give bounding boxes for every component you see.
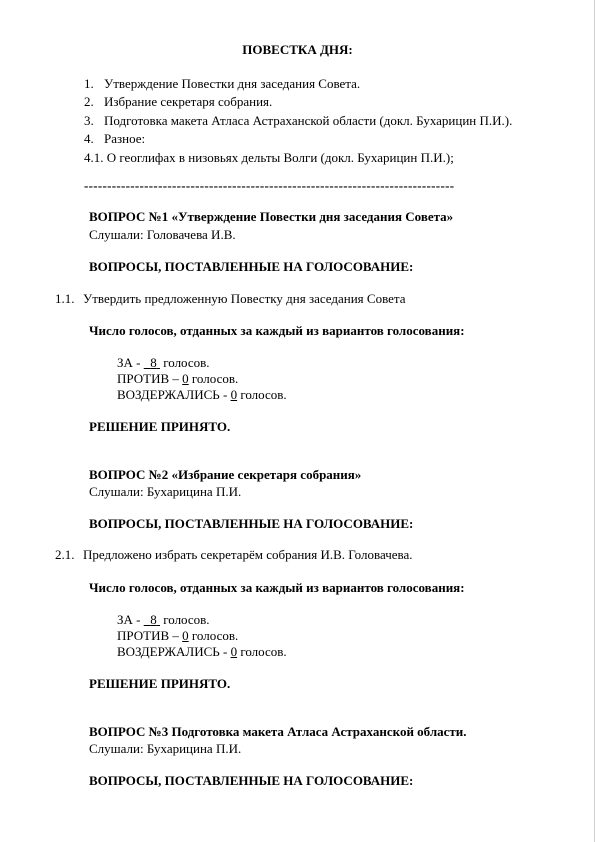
vote-abstain-label: ВОЗДЕРЖАЛИСЬ -: [117, 644, 228, 659]
q1-vote-abstain: [117, 387, 287, 403]
q2-item-text: Предложено избрать секретарём собрания И.В. Головачева.: [83, 547, 413, 562]
q3-heard: Слушали: Бухарицина П.И.: [89, 741, 242, 756]
vote-abstain-unit: голосов.: [240, 387, 287, 402]
q1-heard: Слушали: Головачева И.В.: [89, 227, 236, 242]
q2-item-num: 2.1.: [55, 547, 75, 562]
q2-decision: РЕШЕНИЕ ПРИНЯТО.: [89, 676, 231, 691]
q3-vote-heading: ВОПРОСЫ, ПОСТАВЛЕННЫЕ НА ГОЛОСОВАНИЕ:: [89, 773, 414, 788]
vote-against-unit: голосов.: [191, 628, 239, 643]
agenda-item-num: 3.: [84, 113, 94, 128]
q1-heading: ВОПРОС №1 «Утверждение Повестки дня заседания Совета»: [89, 209, 454, 224]
agenda-item-text: Подготовка макета Атласа Астраханской области (докл. Бухарицин П.И.).: [104, 113, 513, 128]
vote-against-value: 0: [182, 371, 189, 386]
q2-vote-heading: ВОПРОСЫ, ПОСТАВЛЕННЫЕ НА ГОЛОСОВАНИЕ:: [89, 516, 414, 531]
q2-heading: ВОПРОС №2 «Избрание секретаря собрания»: [89, 467, 362, 482]
agenda-item-num: 4.: [84, 131, 94, 146]
vote-abstain-value: 0: [230, 387, 238, 402]
agenda-item-num: 1.: [84, 76, 94, 91]
vote-against-label: ПРОТИВ –: [117, 628, 179, 643]
q2-vote-abstain: [117, 644, 287, 660]
q1-item-num: 1.1.: [55, 291, 75, 306]
vote-for-unit: голосов.: [163, 612, 210, 627]
q1-vote-heading: ВОПРОСЫ, ПОСТАВЛЕННЫЕ НА ГОЛОСОВАНИЕ:: [89, 259, 414, 274]
vote-for-value: 8: [150, 612, 157, 627]
vote-for-label: ЗА -: [117, 612, 141, 627]
agenda-item-num: 2.: [84, 94, 94, 109]
q3-heading: ВОПРОС №3 Подготовка макета Атласа Астраханской области.: [89, 724, 467, 739]
q1-decision: РЕШЕНИЕ ПРИНЯТО.: [89, 419, 231, 434]
agenda-item-text: Разное:: [104, 131, 146, 146]
vote-against-label: ПРОТИВ –: [117, 371, 179, 386]
q2-count-heading: Число голосов, отданных за каждый из вариантов голосования:: [89, 580, 465, 595]
q1-vote-for: [117, 355, 210, 371]
vote-against-unit: голосов.: [191, 371, 239, 386]
q1-item-text: Утвердить предложенную Повестку дня заседания Совета: [83, 291, 406, 306]
separator-line: --------------------------------------------------------------------------------: [84, 178, 455, 193]
vote-abstain-label: ВОЗДЕРЖАЛИСЬ -: [117, 387, 228, 402]
vote-for-unit: голосов.: [163, 355, 210, 370]
vote-for-value: 8: [150, 355, 157, 370]
agenda-item-text: Утверждение Повестки дня заседания Совета.: [104, 76, 361, 91]
q1-vote-against: [117, 371, 238, 387]
agenda-item-text: Избрание секретаря собрания.: [104, 94, 273, 109]
vote-against-value: 0: [182, 628, 189, 643]
agenda-subitem: 4.1. О геоглифах в низовьях дельты Волги (докл. Бухарицин П.И.);: [84, 150, 454, 165]
q2-heard: Слушали: Бухарицина П.И.: [89, 484, 242, 499]
q2-vote-against: [117, 628, 238, 644]
q1-count-heading: Число голосов, отданных за каждый из вариантов голосования:: [89, 323, 465, 338]
vote-for-label: ЗА -: [117, 355, 141, 370]
q2-vote-for: [117, 612, 210, 628]
vote-abstain-value: 0: [230, 644, 238, 659]
vote-abstain-unit: голосов.: [240, 644, 287, 659]
page-title: ПОВЕСТКА ДНЯ:: [242, 42, 353, 57]
